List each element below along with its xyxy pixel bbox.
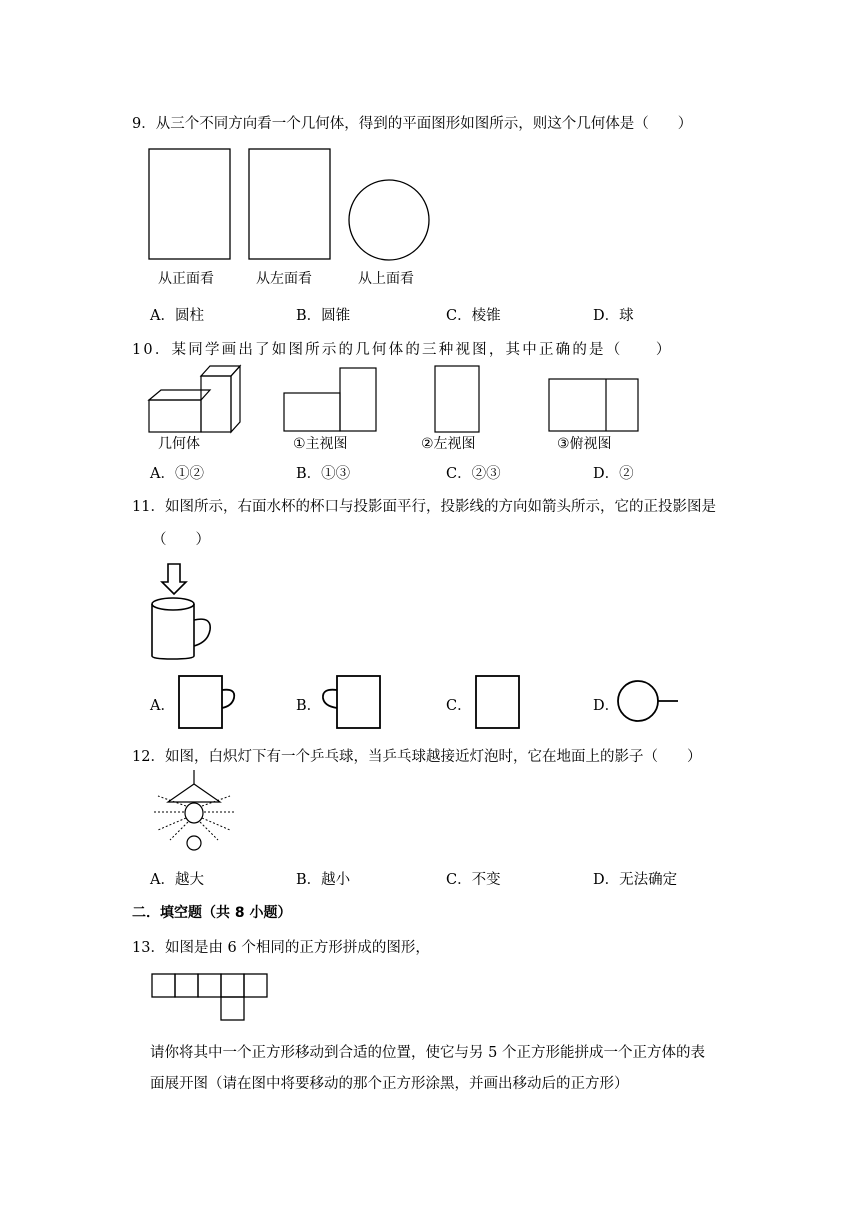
q12-option-c[interactable]: C．不变: [446, 872, 501, 888]
q13-line2: 面展开图（请在图中将要移动的那个正方形涂黑，并画出移动后的正方形）: [150, 1076, 629, 1092]
q10-caption-top: ③俯视图: [557, 436, 612, 452]
q9-option-d[interactable]: D．球: [593, 308, 634, 324]
q10-stem: 10．某同学画出了如图所示的几何体的三种视图，其中正确的是（ ）: [132, 342, 673, 358]
q12-lamp-figure: [146, 768, 242, 854]
q11-cup-figure: [146, 560, 216, 662]
q11-option-d-figure[interactable]: [612, 676, 682, 726]
q9-option-b[interactable]: B．圆锥: [296, 308, 351, 324]
q10-option-b[interactable]: B．①③: [296, 466, 351, 482]
q12-light-bulb: [185, 803, 203, 823]
q10-option-a[interactable]: A．①②: [150, 466, 204, 482]
q10-caption-front: ①主视图: [293, 436, 348, 452]
q10-solid-drawing: [149, 366, 240, 432]
q11-option-a[interactable]: A．: [150, 698, 175, 714]
section-title: 二．填空题（共 8 小题）: [132, 905, 292, 921]
q9-option-a[interactable]: A．圆柱: [150, 308, 204, 324]
q9-caption-top: 从上面看: [358, 271, 414, 287]
q12-option-b[interactable]: B．越小: [296, 872, 351, 888]
q9-top-view-circle: [349, 180, 429, 260]
q11-cup-handle: [194, 619, 210, 646]
q11-option-c-figure[interactable]: [470, 672, 526, 732]
q12-option-d[interactable]: D．无法确定: [593, 872, 678, 888]
q9-front-view-rect: [149, 149, 230, 259]
q10-front-view-drawing: [284, 368, 376, 431]
q11-stem-cont: （ ）: [152, 532, 210, 548]
q13-line1: 请你将其中一个正方形移动到合适的位置，使它与另 5 个正方形能拼成一个正方体的表: [150, 1045, 705, 1061]
q12-lamp-shade: [168, 784, 220, 802]
q10-top-view-drawing: [549, 379, 638, 431]
q12-option-a[interactable]: A．越大: [150, 872, 204, 888]
q11-stem: 11．如图所示，右面水杯的杯口与投影面平行，投影线的方向如箭头所示，它的正投影图是: [132, 499, 716, 515]
q11-down-arrow: [162, 564, 186, 594]
q13-stem: 13．如图是由 6 个相同的正方形拼成的图形，: [132, 940, 430, 956]
q11-cup-rim: [152, 598, 194, 610]
q11-option-b[interactable]: B．: [296, 698, 322, 714]
q11-option-a-figure[interactable]: [172, 672, 238, 732]
q12-ping-pong-ball: [187, 836, 201, 850]
q9-stem: 9．从三个不同方向看一个几何体，得到的平面图形如图所示，则这个几何体是（ ）: [132, 116, 693, 132]
q10-option-c[interactable]: C．②③: [446, 466, 501, 482]
q11-option-d[interactable]: D．: [593, 698, 620, 714]
q10-left-view-rect: [435, 366, 479, 432]
q9-option-c[interactable]: C．棱锥: [446, 308, 501, 324]
q10-caption-solid: 几何体: [158, 436, 200, 452]
q13-squares-figure: [150, 968, 276, 1024]
q9-caption-left: 从左面看: [256, 271, 312, 287]
q11-cup-body: [152, 604, 194, 659]
q10-option-d[interactable]: D．②: [593, 466, 634, 482]
q11-option-c[interactable]: C．: [446, 698, 472, 714]
q11-option-b-figure[interactable]: [318, 672, 384, 732]
q9-left-view-rect: [249, 149, 330, 259]
q10-figure: [140, 360, 660, 438]
q9-caption-front: 从正面看: [158, 271, 214, 287]
q12-stem: 12．如图，白炽灯下有一个乒乓球，当乒乓球越接近灯泡时，它在地面上的影子（ ）: [132, 749, 702, 765]
q10-caption-left: ②左视图: [421, 436, 476, 452]
